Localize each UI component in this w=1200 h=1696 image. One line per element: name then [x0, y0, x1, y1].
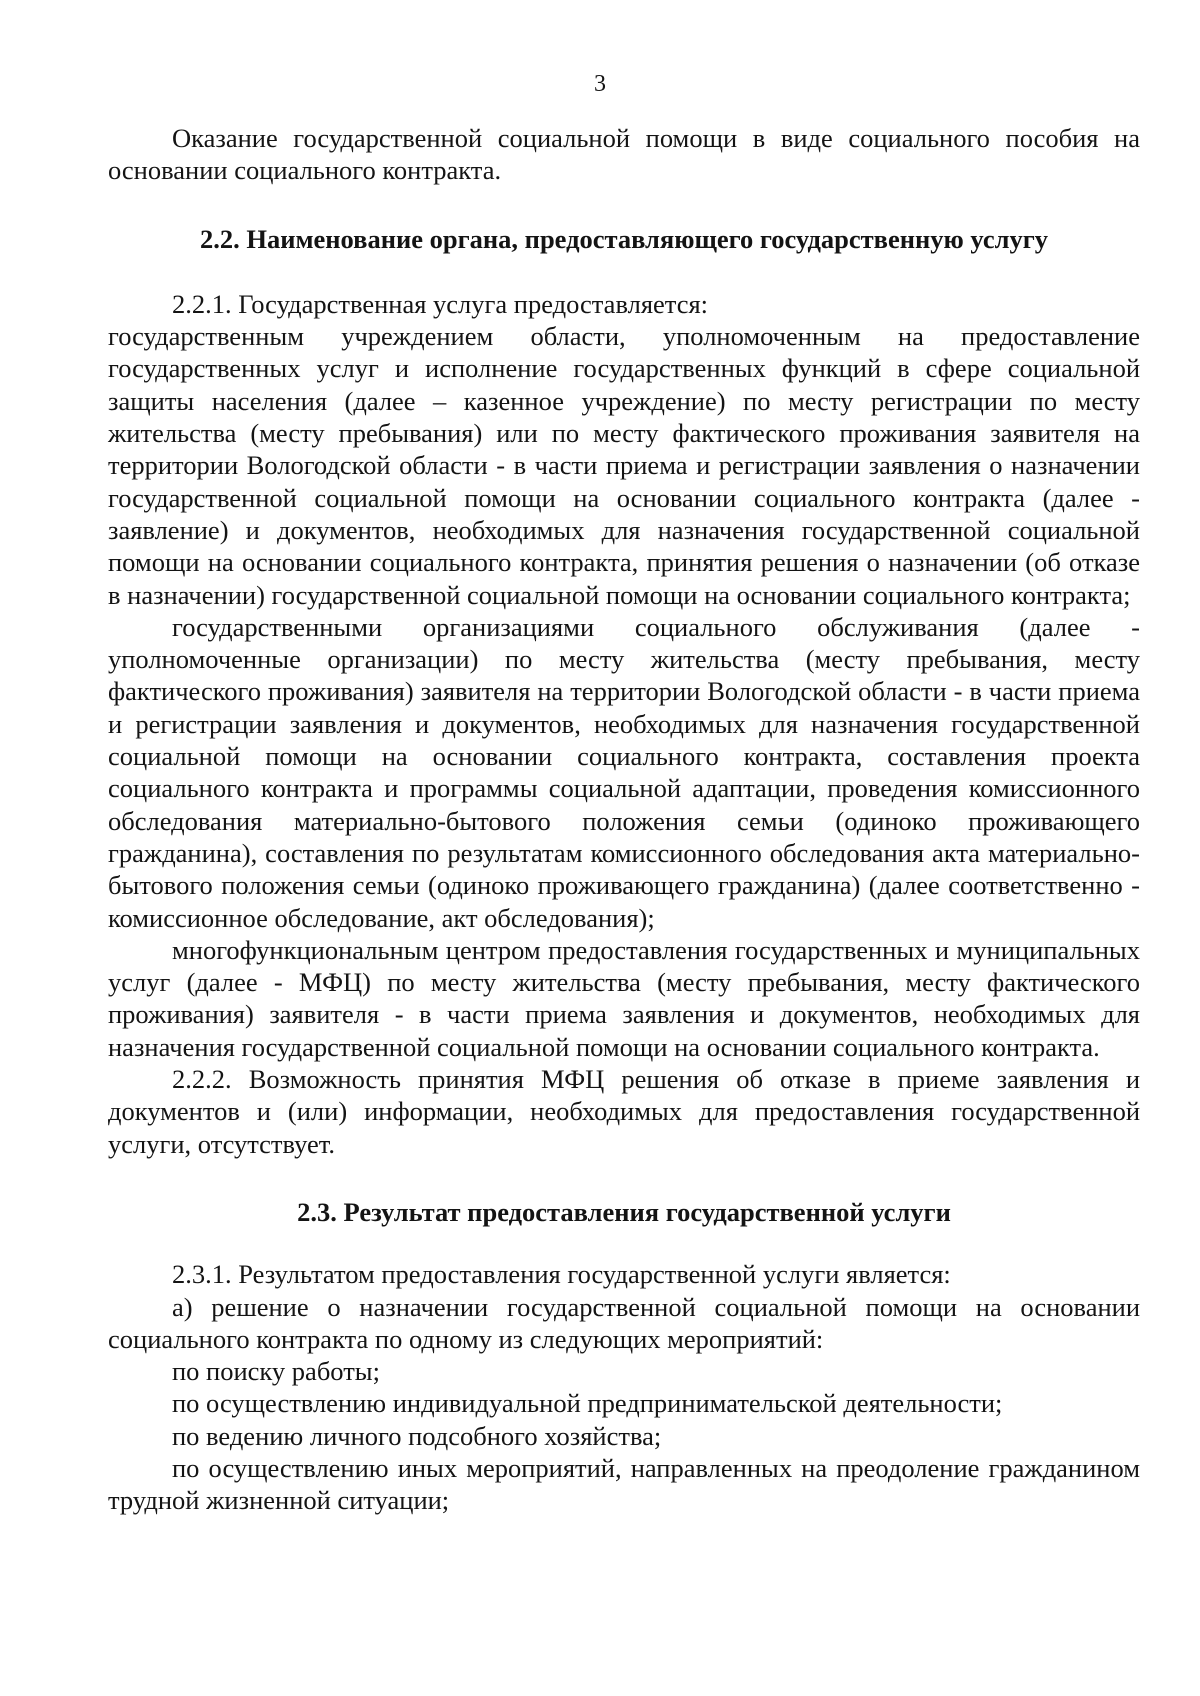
paragraph-2-2-1-state-institution: государственным учреждением области, уполномоченным на предоставление государственных услуг и исполнение государственных функций в сфере социальной защиты населения (далее – казенное учреждение) по месту регистрации по месту жительства (месту пребывания) или по месту фактического проживания заявителя на территории Вологодской области - в части приема и регистрации заявления о назначении государственной социальной помощи на основании социального контракта (далее - заявление) и документов, необходимых для назначения государственной социальной помощи на основании социального контракта, принятия решения о назначении (об отказе в назначении) государственной социальной помощи на основании социального контракта;: [108, 321, 1140, 610]
paragraph-2-2-1-social-organizations: государственными организациями социального обслуживания (далее - уполномоченные организации) по месту жительства (месту пребывания, месту фактического проживания) заявителя на территории Вологодской области - в части приема и регистрации заявления и документов, необходимых для назначения государственной социальной помощи на основании социального контракта, составления проекта социального контракта и программы социальной адаптации, проведения комиссионного обследования материально-бытового положения семьи (одиноко проживающего гражданина), составления по результатам комиссионного обследования акта материально-бытового положения семьи (одиноко проживающего гражданина) (далее соответственно - комиссионное обследование, акт обследования);: [108, 611, 1140, 933]
list-item: по осуществлению иных мероприятий, направленных на преодоление гражданином трудной жизненной ситуации;: [108, 1452, 1140, 1516]
list-item: по поиску работы;: [172, 1356, 380, 1387]
paragraph-2-2-1-mfc: многофункциональным центром предоставления государственных и муниципальных услуг (далее - МФЦ) по месту жительства (месту пребывания, месту фактического проживания) заявителя - в части приема заявления и документов, необходимых для назначения государственной социальной помощи на основании социального контракта.: [108, 934, 1140, 1062]
paragraph-2-2-1-lead: 2.2.1. Государственная услуга предоставляется:: [172, 288, 709, 319]
paragraph-2-3-1-lead: 2.3.1. Результатом предоставления государственной услуги является:: [172, 1259, 951, 1290]
list-item: по ведению личного подсобного хозяйства;: [172, 1420, 662, 1451]
document-body: [108, 122, 1140, 1517]
intro-paragraph: Оказание государственной социальной помощи в виде социального пособия на основании социального контракта.: [108, 123, 1140, 186]
paragraph-2-2-2: 2.2.2. Возможность принятия МФЦ решения об отказе в приеме заявления и документов и (или) информации, необходимых для предоставления государственной услуги, отсутствует.: [108, 1064, 1140, 1159]
section-2-3-heading: 2.3. Результат предоставления государственной услуги: [297, 1196, 951, 1227]
page-number: 3: [594, 71, 606, 97]
paragraph-2-3-1-a: а) решение о назначении государственной социальной помощи на основании социального контракта по одному из следующих мероприятий:: [108, 1291, 1140, 1354]
section-2-2-heading: 2.2. Наименование органа, предоставляющего государственную услугу: [199, 223, 1049, 254]
list-item: по осуществлению индивидуальной предпринимательской деятельности;: [172, 1388, 1003, 1419]
